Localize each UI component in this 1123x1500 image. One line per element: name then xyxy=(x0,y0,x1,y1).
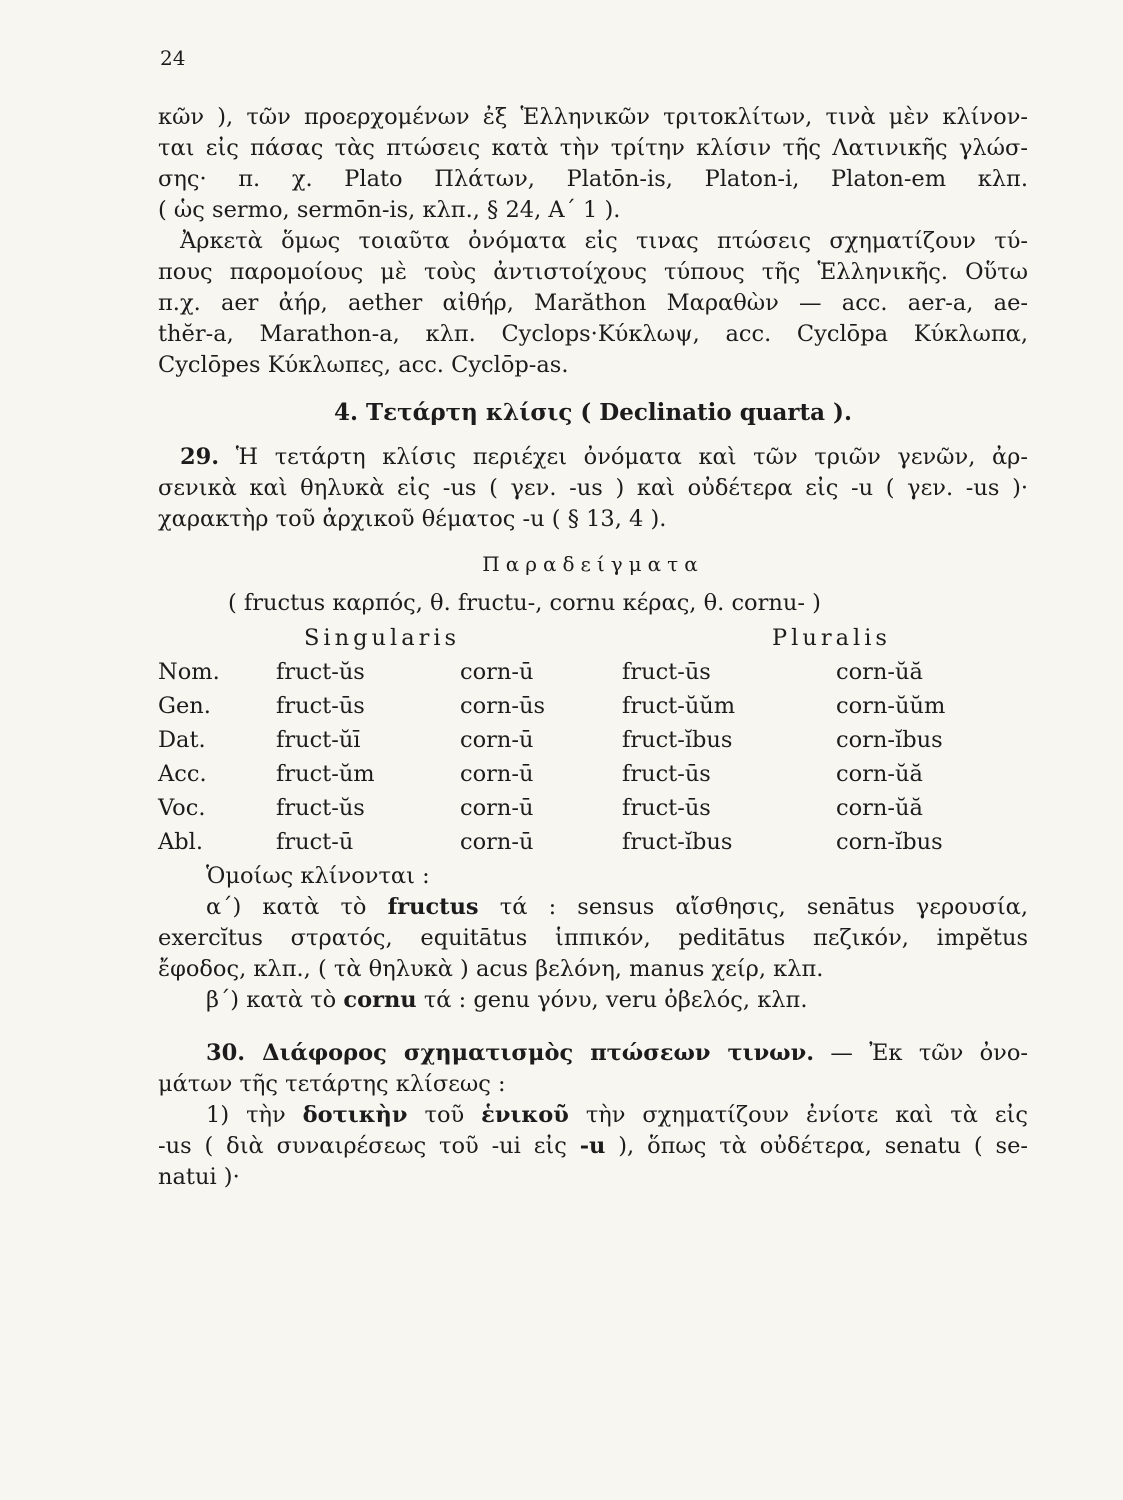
list-marker: α΄) κατὰ τὸ xyxy=(206,894,388,920)
examples-stems: ( fructus καρπός, θ. fructu-, cornu κέρας, θ. cornu- ) xyxy=(228,590,821,616)
paragraph-line: ται εἰς πάσας τὰς πτώσεις κατὰ τὴν τρίτην κλίσιν τῆς Λατινικῆς γλώσ- xyxy=(158,135,1028,161)
paragraph-line: thĕr-a, Marathon-a, κλπ. Cyclops·Κύκλωψ, acc. Cyclōpa Κύκλωπα, xyxy=(158,321,1028,347)
model-word: fructus xyxy=(387,894,479,920)
table-row xyxy=(158,689,1026,723)
cornu-plural: corn-ĭbus xyxy=(836,727,943,753)
bold-term: δοτικὴν xyxy=(302,1102,408,1128)
cornu-plural: corn-ŭŭm xyxy=(836,693,946,719)
table-row xyxy=(158,791,1026,825)
fructus-plural: fruct-ŭŭm xyxy=(622,693,736,719)
cornu-plural: corn-ĭbus xyxy=(836,829,943,855)
paragraph-text: τοῦ xyxy=(407,1102,482,1128)
examples-title: Παραδείγματα xyxy=(482,552,704,576)
case-label: Dat. xyxy=(158,727,206,753)
paragraph-text: τὴν σχηματίζουν ἐνίοτε καὶ τὰ εἰς xyxy=(568,1102,1028,1128)
paragraph-line: μάτων τῆς τετάρτης κλίσεως : xyxy=(158,1071,506,1097)
similarly-line: Ὁμοίως κλίνονται : xyxy=(206,863,430,889)
case-label: Gen. xyxy=(158,693,211,719)
model-word: cornu xyxy=(343,987,417,1013)
list-item-a xyxy=(158,892,1028,923)
singular-header: Singularis xyxy=(304,625,461,651)
paragraph-line: exercĭtus στρατός, equitātus ἱππικόν, peditātus πεζικόν, impĕtus xyxy=(158,925,1028,951)
table-row xyxy=(158,723,1026,757)
fructus-singular: fruct-ūs xyxy=(276,693,365,719)
list-text: τά : genu γόνυ, veru ὀβελός, κλπ. xyxy=(416,987,808,1013)
paragraph-line: χαρακτὴρ τοῦ ἀρχικοῦ θέματος -u ( § 13, 4 ). xyxy=(158,506,667,532)
paragraph-line: κῶν ), τῶν προερχομένων ἐξ Ἑλληνικῶν τριτοκλίτων, τινὰ μὲν κλίνον- xyxy=(158,104,1028,130)
paragraph-line xyxy=(158,1131,1028,1162)
table-header-row xyxy=(158,621,1026,655)
fructus-plural: fruct-ūs xyxy=(622,659,711,685)
bold-term: ἑνικοῦ xyxy=(481,1102,569,1128)
paragraph-line: σενικὰ καὶ θηλυκὰ εἰς -us ( γεν. -us ) καὶ οὐδέτερα εἰς -u ( γεν. -us )· xyxy=(158,475,1028,501)
paragraph-text: 1) τὴν xyxy=(206,1102,303,1128)
fructus-plural: fruct-ūs xyxy=(622,761,711,787)
declension-table xyxy=(158,621,1026,859)
cornu-singular: corn-ūs xyxy=(460,693,546,719)
paragraph-text: ), ὅπως τὰ οὐδέτερα, senatu ( se- xyxy=(605,1133,1028,1159)
page-number: 24 xyxy=(160,46,186,70)
paragraph-text: Ἡ τετάρτη κλίσις περιέχει ὀνόματα καὶ τῶν τριῶν γενῶν, ἀρ- xyxy=(235,444,1028,470)
cornu-singular: corn-ū xyxy=(460,761,534,787)
paragraph-line: πους παρομοίους μὲ τοὺς ἀντιστοίχους τύπους τῆς Ἑλληνικῆς. Οὕτω xyxy=(158,259,1028,285)
fructus-plural: fruct-ĭbus xyxy=(622,829,733,855)
fructus-plural: fruct-ūs xyxy=(622,795,711,821)
section-subheading: 30. Διάφορος σχηματισμὸς πτώσεων τινων. xyxy=(206,1040,815,1066)
paragraph-line: π.χ. aer ἀήρ, aether αἰθήρ, Marăthon Μαραθὼν — acc. aer-a, ae- xyxy=(158,290,1028,316)
paragraph-line xyxy=(158,1038,1028,1069)
paragraph-text: -us ( διὰ συναιρέσεως τοῦ -ui εἰς xyxy=(158,1133,580,1159)
paragraph-line xyxy=(158,1100,1028,1131)
cornu-singular: corn-ū xyxy=(460,829,534,855)
page-body xyxy=(158,102,1028,1193)
fructus-singular: fruct-ŭs xyxy=(276,659,365,685)
fructus-singular: fruct-ŭī xyxy=(276,727,361,753)
list-item-b xyxy=(158,985,1028,1016)
fructus-singular: fruct-ū xyxy=(276,829,354,855)
list-marker: β΄) κατὰ τὸ xyxy=(206,987,344,1013)
paragraph-line: natui )· xyxy=(158,1164,240,1190)
cornu-plural: corn-ŭă xyxy=(836,795,923,821)
cornu-singular: corn-ū xyxy=(460,795,534,821)
paragraph-number: 29. xyxy=(180,444,220,470)
table-row xyxy=(158,757,1026,791)
paragraph-line: σης· π. χ. Plato Πλάτων, Platōn-is, Platon-i, Platon-em κλπ. xyxy=(158,166,1028,192)
paragraph-line xyxy=(158,442,1028,473)
section-heading: 4. Τετάρτη κλίσις ( Declinatio quarta ). xyxy=(334,399,852,426)
cornu-plural: corn-ŭă xyxy=(836,659,923,685)
list-text: τά : sensus αἴσθησις, senātus γερουσία, xyxy=(478,894,1028,920)
case-label: Nom. xyxy=(158,659,220,685)
paragraph-line: Ἀρκετὰ ὅμως τοιαῦτα ὀνόματα εἰς τινας πτώσεις σχηματίζουν τύ- xyxy=(180,228,1028,254)
fructus-plural: fruct-ĭbus xyxy=(622,727,733,753)
case-label: Acc. xyxy=(158,761,207,787)
cornu-plural: corn-ŭă xyxy=(836,761,923,787)
paragraph-line: Cyclōpes Κύκλωπες, acc. Cyclōp-as. xyxy=(158,352,569,378)
case-label: Voc. xyxy=(158,795,206,821)
case-label: Abl. xyxy=(158,829,203,855)
table-row xyxy=(158,655,1026,689)
paragraph-line: ( ὡς sermo, sermōn-is, κλπ., § 24, Α΄ 1 ). xyxy=(158,197,621,223)
fructus-singular: fruct-ŭm xyxy=(276,761,375,787)
fructus-singular: fruct-ŭs xyxy=(276,795,365,821)
paragraph-line: ἔφοδος, κλπ., ( τὰ θηλυκὰ ) acus βελόνη, manus χείρ, κλπ. xyxy=(158,956,824,982)
plural-header: Pluralis xyxy=(772,625,891,651)
bold-term: -u xyxy=(579,1133,606,1159)
paragraph-text: — Ἐκ τῶν ὀνο- xyxy=(814,1040,1028,1066)
table-row xyxy=(158,825,1026,859)
cornu-singular: corn-ū xyxy=(460,727,534,753)
cornu-singular: corn-ū xyxy=(460,659,534,685)
